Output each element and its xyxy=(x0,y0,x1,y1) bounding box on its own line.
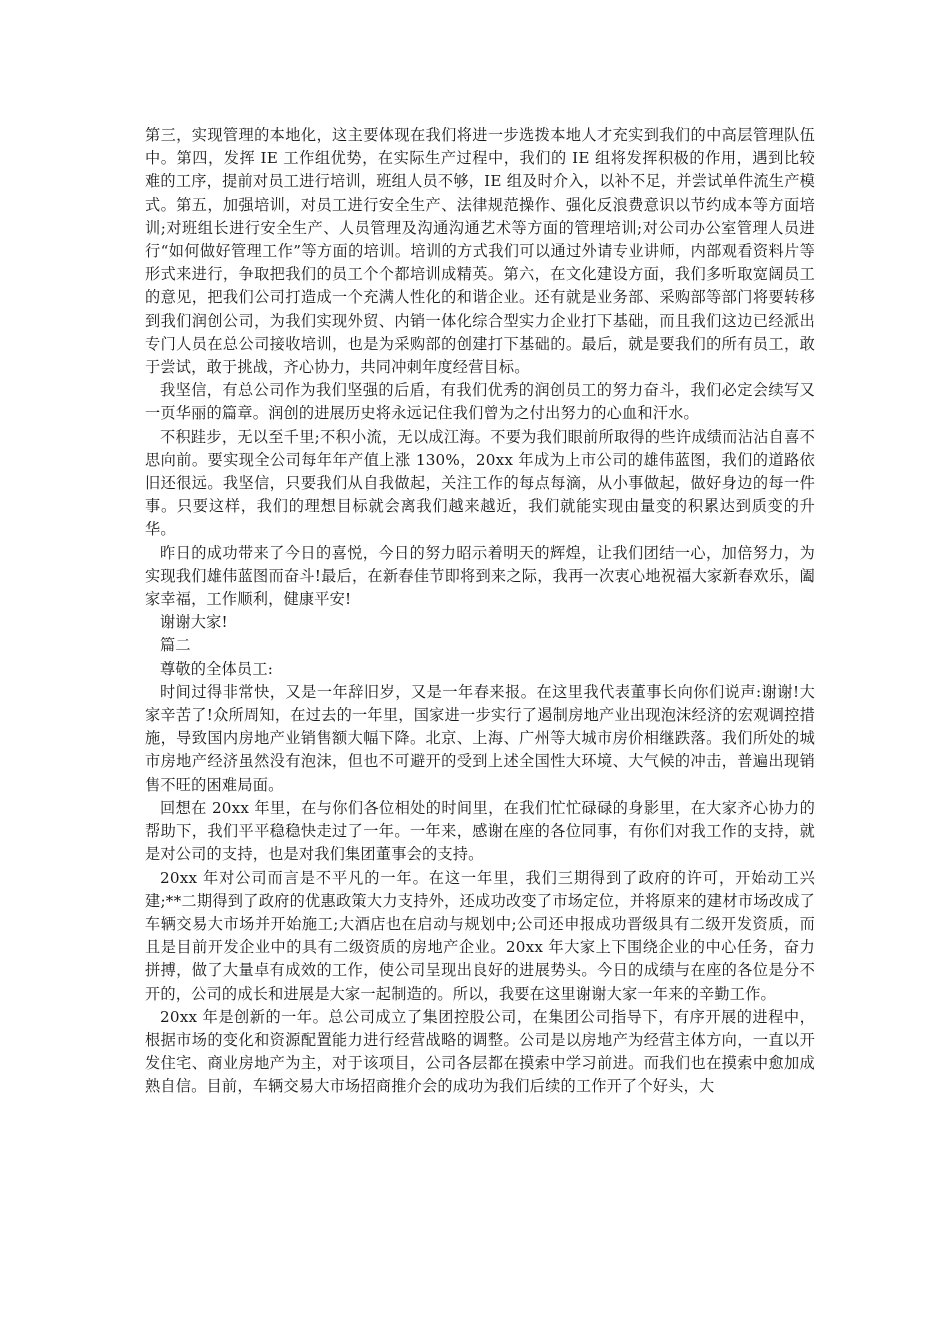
paragraph-thanks: 谢谢大家! xyxy=(160,613,228,632)
paragraph-year-review: 时间过得非常快，又是一年辞旧岁，又是一年春来报。在这里我代表董事长向你们说声:谢谢!大家辛苦了!众所周知，在过去的一年里，国家进一步实行了遏制房地产业出现泡沫经济的宏观调控措施，导致国内房地产业销售额大幅下降。北京、上海、广州等大城市房价相继跌落。我们所处的城市房地产经济虽然没有泡沫，但也不可避开的受到上述全国性大环境、大气候的冲击，普遍出现销售不旺的困难局面。 xyxy=(145,682,815,794)
paragraph-perseverance: 不积跬步，无以至千里;不积小流，无以成江海。不要为我们眼前所取得的些许成绩而沾沾自喜不思向前。要实现全公司每年年产值上涨 130%，20xx 年成为上市公司的雄伟蓝图，我们的道路依旧还很远。我坚信，只要我们从自我做起，关注工作的每点每滴，从小事做起，做好身边的每一件事。只要这样，我们的理想目标就会离我们越来越近，我们就能实现由量变的积累达到质变的升华。 xyxy=(145,427,815,539)
paragraph-gratitude: 回想在 20xx 年里，在与你们各位相处的时间里，在我们忙忙碌碌的身影里，在大家齐心协力的帮助下，我们平平稳稳快走过了一年。一年来，感谢在座的各位同事，有你们对我工作的支持，就是对公司的支持，也是对我们集团董事会的支持。 xyxy=(145,798,815,864)
section-heading: 篇二 xyxy=(160,636,191,655)
paragraph-innovation: 20xx 年是创新的一年。总公司成立了集团控股公司，在集团公司指导下，有序开展的进程中，根据市场的变化和资源配置能力进行经营战略的调整。公司是以房地产为经营主体方向，一直以开发住宅、商业房地产为主，对于该项目，公司各层都在摸索中学习前进。而我们也在摸索中愈加成熟自信。目前，车辆交易大市场招商推介会的成功为我们后续的工作开了个好头，大 xyxy=(145,1007,815,1096)
document-body xyxy=(145,124,815,1099)
paragraph-confidence: 我坚信，有总公司作为我们坚强的后盾，有我们优秀的润创员工的努力奋斗，我们必定会续写又一页华丽的篇章。润创的进展历史将永远记住我们曾为之付出努力的心血和汗水。 xyxy=(145,381,815,423)
salutation: 尊敬的全体员工: xyxy=(160,659,274,678)
paragraph-localization: 第三，实现管理的本地化，这主要体现在我们将进一步选拨本地人才充实到我们的中高层管理队伍中。第四，发挥 IE 工作组优势，在实际生产过程中，我们的 IE 组将发挥积极的作用，遇到比较难的工序，提前对员工进行培训，班组人员不够，IE 组及时介入，以补不足，并尝试单件流生产模式。第五，加强培训，对员工进行安全生产、法律规范操作、强化反浪费意识以节约成本等方面培训;对班组长进行安全生产、人员管理及沟通沟通艺术等方面的管理培训;对公司办公室管理人员进行“如何做好管理工作”等方面的培训。培训的方式我们可以通过外请专业讲师，内部观看资料片等形式来进行，争取把我们的员工个个都培训成精英。第六，在文化建设方面，我们多听取宽阔员工的意见，把我们公司打造成一个充满人性化的和谐企业。还有就是业务部、采购部等部门将要转移到我们润创公司，为我们实现外贸、内销一体化综合型实力企业打下基础，而且我们这边已经派出专门人员在总公司接收培训，也是为采购部的创建打下基础的。最后，就是要我们的所有员工，敢于尝试，敢于挑战，齐心协力，共同冲刺年度经营目标。 xyxy=(145,126,815,377)
paragraph-new-year-wishes: 昨日的成功带来了今日的喜悦，今日的努力昭示着明天的辉煌，让我们团结一心，加倍努力，为实现我们雄伟蓝图而奋斗!最后，在新春佳节即将到来之际，我再一次衷心地祝福大家新春欢乐，阖家幸福，工作顺利，健康平安! xyxy=(145,543,815,609)
paragraph-achievements: 20xx 年对公司而言是不平凡的一年。在这一年里，我们三期得到了政府的许可，开始动工兴建;**二期得到了政府的优惠政策大力支持外，还成功改变了市场定位，并将原来的建材市场改成了车辆交易大市场并开始施工;大酒店也在启动与规划中;公司还申报成功晋级具有二级开发资质，而且是目前开发企业中的具有二级资质的房地产企业。20xx 年大家上下围绕企业的中心任务，奋力拼搏，做了大量卓有成效的工作，使公司呈现出良好的进展势头。今日的成绩与在座的各位是分不开的，公司的成长和进展是大家一起制造的。所以，我要在这里谢谢大家一年来的辛勤工作。 xyxy=(145,868,815,1003)
